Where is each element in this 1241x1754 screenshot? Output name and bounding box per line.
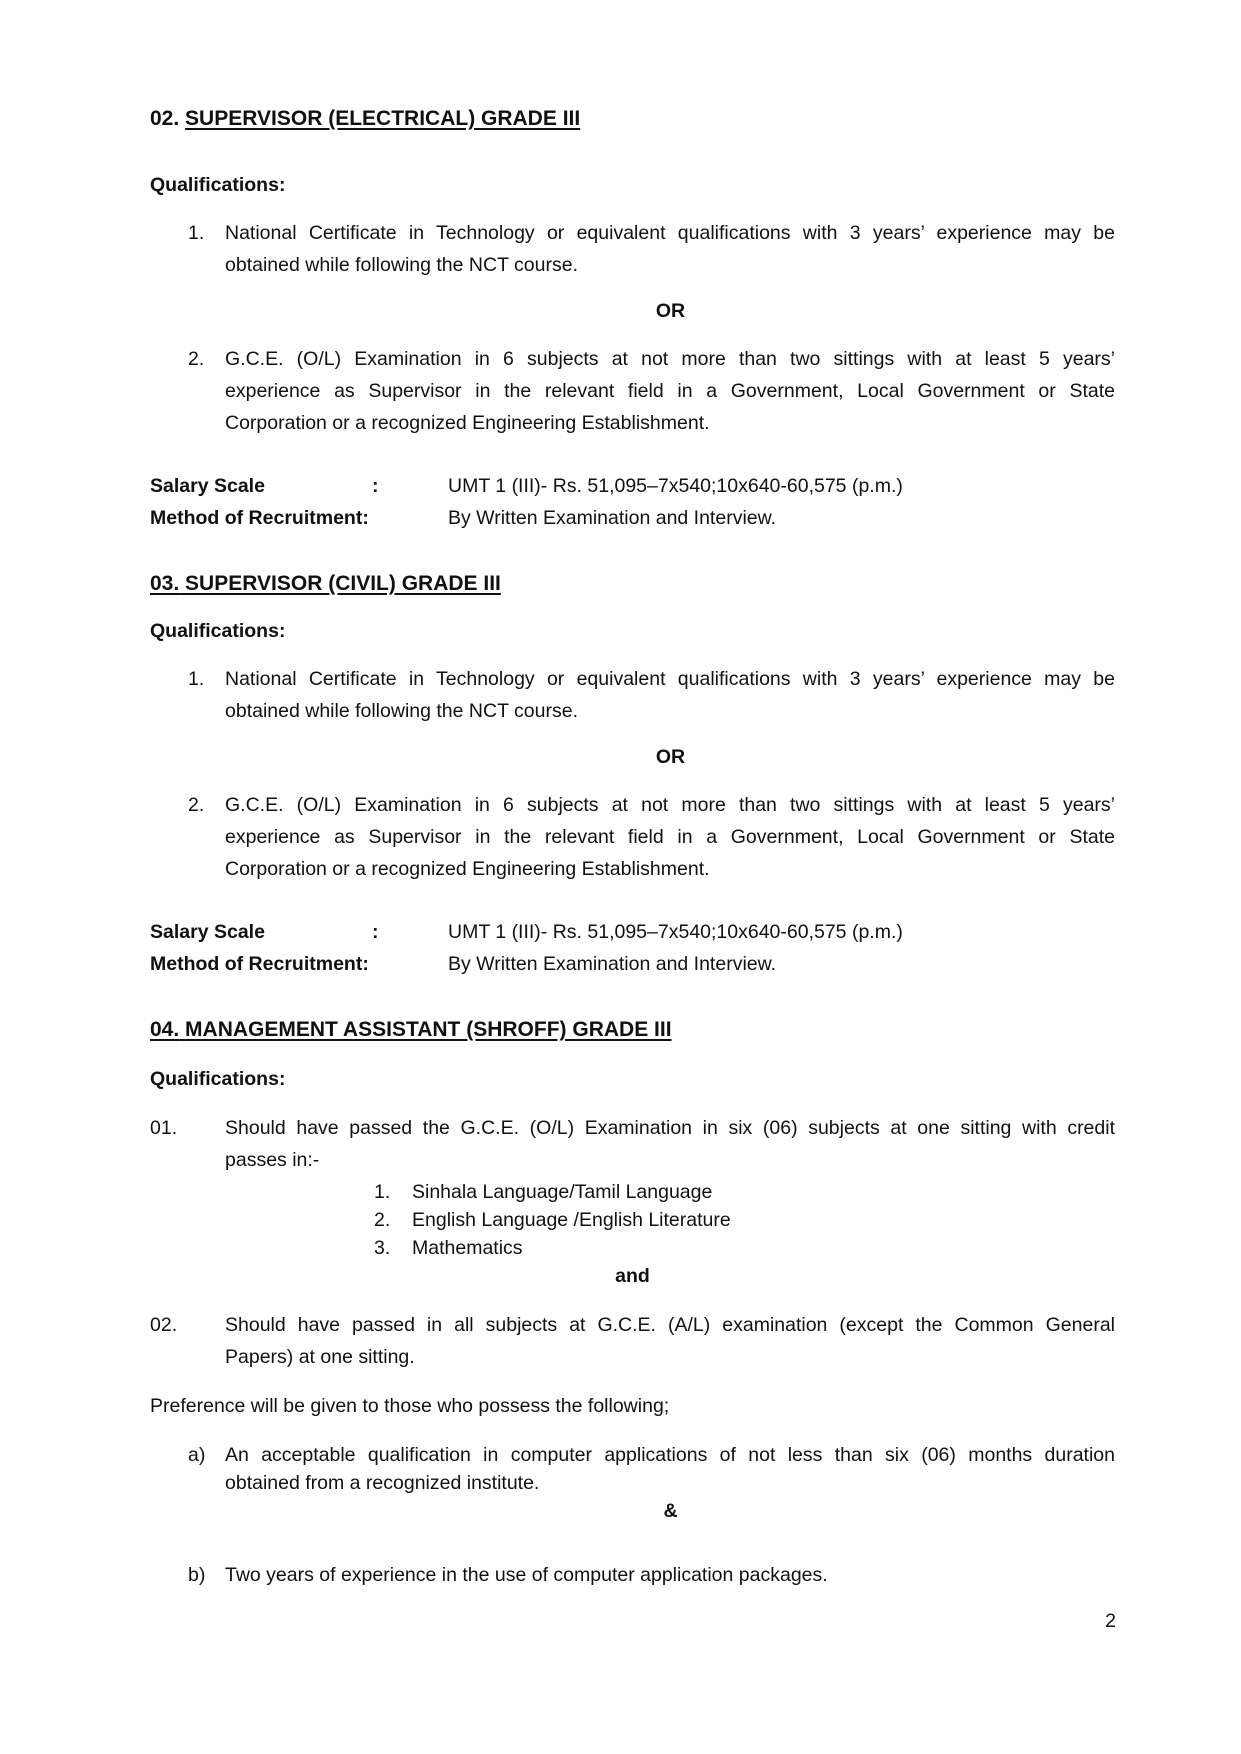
list-item-line: Corporation or a recognized Engineering Establishment. — [225, 858, 710, 880]
list-item-line: experience as Supervisor in the relevant field in a Government, Local Government or State — [225, 826, 1115, 848]
salary-scale-label: Salary Scale — [150, 475, 265, 497]
list-item-line: Should have passed in all subjects at G.C.E. (A/L) examination (except the Common General — [225, 1314, 1115, 1336]
preference-line: obtained from a recognized institute. — [225, 1472, 540, 1494]
method-label: Method of Recruitment: — [150, 953, 369, 975]
list-item-line: experience as Supervisor in the relevant field in a Government, Local Government or State — [225, 380, 1115, 402]
list-number: 1. — [188, 222, 205, 244]
list-number: 02. — [150, 1314, 178, 1336]
salary-scale-value: UMT 1 (III)- Rs. 51,095–7x540;10x640-60,575 (p.m.) — [448, 475, 903, 497]
section-heading-02 — [150, 103, 580, 135]
subject-number: 1. — [374, 1181, 391, 1203]
subject-item: Sinhala Language/Tamil Language — [412, 1181, 713, 1203]
qualifications-label: Qualifications: — [150, 1068, 286, 1090]
list-item-line: National Certificate in Technology or equivalent qualifications with 3 years’ experience may be — [225, 668, 1115, 690]
method-label: Method of Recruitment: — [150, 507, 369, 529]
list-number: 1. — [188, 668, 205, 690]
and-separator: and — [615, 1265, 650, 1287]
list-item-line: National Certificate in Technology or equivalent qualifications with 3 years’ experience may be — [225, 222, 1115, 244]
salary-colon: : — [372, 475, 379, 497]
list-item-line: passes in:- — [225, 1149, 320, 1171]
subject-item: Mathematics — [412, 1237, 523, 1259]
or-separator: OR — [655, 746, 686, 768]
qualifications-label: Qualifications: — [150, 174, 286, 196]
section-number: 04. — [150, 1018, 180, 1041]
preference-intro: Preference will be given to those who possess the following; — [150, 1395, 670, 1417]
list-item-line: G.C.E. (O/L) Examination in 6 subjects at not more than two sittings with at least 5 years’ — [225, 794, 1115, 816]
qualifications-label: Qualifications: — [150, 620, 286, 642]
section-heading-04 — [150, 1014, 672, 1046]
page-number: 2 — [1105, 1610, 1116, 1632]
ampersand-separator: & — [663, 1500, 678, 1522]
section-number: 02. — [150, 107, 180, 130]
preference-line: Two years of experience in the use of computer application packages. — [225, 1564, 828, 1586]
list-item-line: G.C.E. (O/L) Examination in 6 subjects at not more than two sittings with at least 5 years’ — [225, 348, 1115, 370]
list-number: 01. — [150, 1117, 178, 1139]
section-title: SUPERVISOR (ELECTRICAL) GRADE III — [185, 107, 581, 130]
list-item-line: Should have passed the G.C.E. (O/L) Examination in six (06) subjects at one sitting with credit — [225, 1117, 1115, 1139]
preference-marker: b) — [188, 1564, 206, 1586]
salary-scale-value: UMT 1 (III)- Rs. 51,095–7x540;10x640-60,575 (p.m.) — [448, 921, 903, 943]
section-heading-03 — [150, 568, 501, 600]
list-item-line: obtained while following the NCT course. — [225, 700, 578, 722]
or-separator: OR — [655, 300, 686, 322]
method-value: By Written Examination and Interview. — [448, 953, 777, 975]
list-item-line: Corporation or a recognized Engineering Establishment. — [225, 412, 710, 434]
list-number: 2. — [188, 794, 205, 816]
salary-colon: : — [372, 921, 379, 943]
method-value: By Written Examination and Interview. — [448, 507, 777, 529]
subject-number: 3. — [374, 1237, 391, 1259]
subject-number: 2. — [374, 1209, 391, 1231]
section-title: SUPERVISOR (CIVIL) GRADE III — [185, 572, 501, 595]
list-item-line: obtained while following the NCT course. — [225, 254, 578, 276]
preference-marker: a) — [188, 1444, 206, 1466]
section-number: 03. — [150, 572, 180, 595]
preference-line: An acceptable qualification in computer applications of not less than six (06) months duration — [225, 1444, 1115, 1466]
section-title: MANAGEMENT ASSISTANT (SHROFF) GRADE III — [185, 1018, 672, 1041]
list-number: 2. — [188, 348, 205, 370]
salary-scale-label: Salary Scale — [150, 921, 265, 943]
list-item-line: Papers) at one sitting. — [225, 1346, 415, 1368]
subject-item: English Language /English Literature — [412, 1209, 731, 1231]
